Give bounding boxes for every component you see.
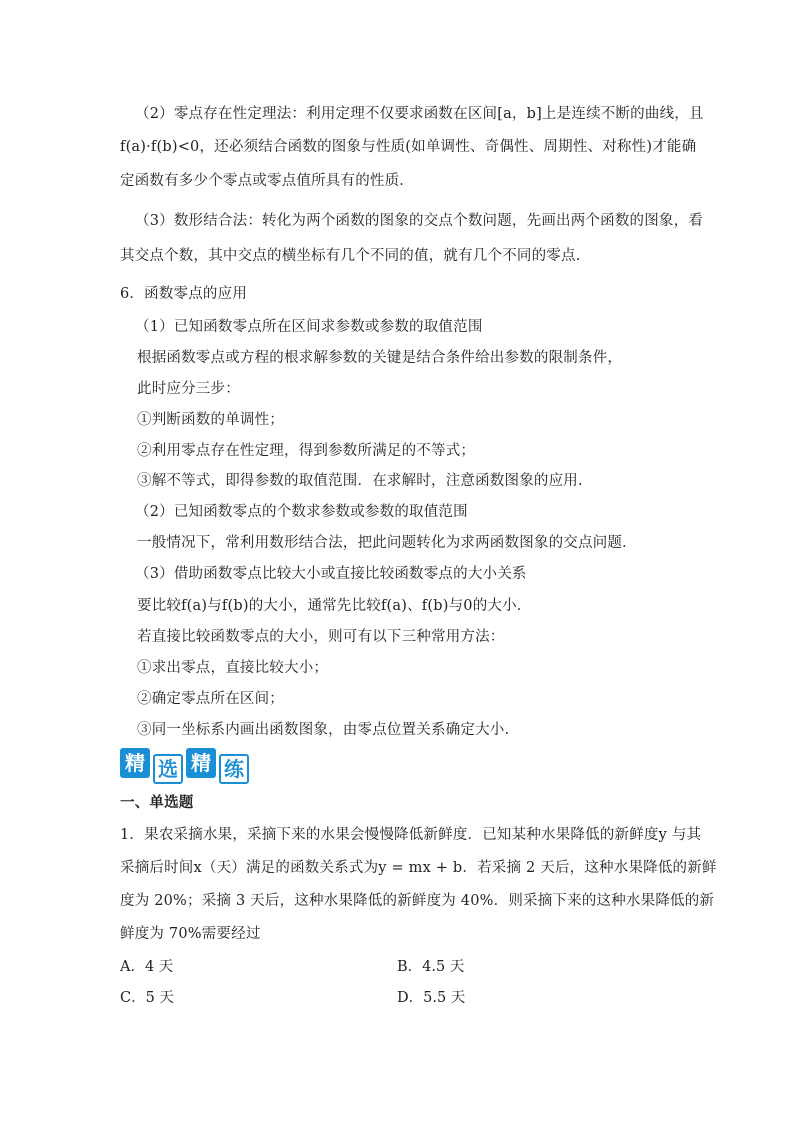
app1-step3: ③解不等式，即得参数的取值范围．在求解时，注意函数图象的应用. [137, 473, 583, 489]
app3-m2: ②确定零点所在区间； [137, 691, 284, 707]
banner-char-3: 精 [186, 748, 216, 778]
q1-line2: 采摘后时间x（天）满足的函数关系式为y = mx + b．若采摘 2 天后，这种水果降低的新鲜 [120, 860, 717, 876]
app1-text2: 此时应分三步： [137, 381, 240, 397]
q1-line4: 鲜度为 70%需要经过 [120, 926, 261, 942]
app3-text2: 若直接比较函数零点的大小，则可有以下三种常用方法： [137, 629, 505, 645]
heading-6: 6．函数零点的应用 [120, 286, 248, 302]
app3-text1: 要比较f(a)与f(b)的大小，通常先比较f(a)、f(b)与0的大小． [137, 598, 532, 614]
app3-m3: ③同一坐标系内画出函数图象，由零点位置关系确定大小. [137, 722, 510, 738]
banner-char-1: 精 [120, 748, 150, 778]
q1-option-b[interactable]: B．4.5 天 [397, 959, 465, 975]
exercise-section-title: 一、单选题 [120, 795, 194, 811]
app2-text1: 一般情况下，常利用数形结合法，把此问题转化为求两函数图象的交点问题． [137, 535, 637, 551]
app1-step2: ②利用零点存在性定理，得到参数所满足的不等式； [137, 443, 476, 459]
method2-line1: （2）零点存在性定理法：利用定理不仅要求函数在区间[a，b]上是连续不断的曲线，且 [135, 106, 704, 122]
q1-option-d[interactable]: D．5.5 天 [397, 990, 466, 1006]
q1-option-a[interactable]: A．4 天 [120, 959, 174, 975]
app3-m1: ①求出零点，直接比较大小； [137, 660, 329, 676]
q1-line1: 1．果农采摘水果，采摘下来的水果会慢慢降低新鲜度．已知某种水果降低的新鲜度y 与其 [120, 827, 702, 843]
method3-line2: 其交点个数，其中交点的横坐标有几个不同的值，就有几个不同的零点. [120, 248, 581, 264]
app2-title: （2）已知函数零点的个数求参数或参数的取值范围 [135, 504, 468, 520]
banner-char-2: 选 [153, 754, 183, 784]
method3-line1: （3）数形结合法：转化为两个函数的图象的交点个数问题，先画出两个函数的图象，看 [135, 213, 704, 229]
app1-text1: 根据函数零点或方程的根求解参数的关键是结合条件给出参数的限制条件， [137, 350, 623, 366]
q1-option-c[interactable]: C．5 天 [120, 990, 174, 1006]
method2-line2: f(a)·f(b)<0，还必须结合函数的图象与性质(如单调性、奇偶性、周期性、对称性)才能确 [120, 139, 697, 155]
app1-step1: ①判断函数的单调性； [137, 412, 284, 428]
app1-title: （1）已知函数零点所在区间求参数或参数的取值范围 [135, 319, 483, 335]
q1-line3: 度为 20%；采摘 3 天后，这种水果降低的新鲜度为 40%．则采摘下来的这种水果降低的新 [120, 893, 715, 909]
banner-char-4: 练 [219, 754, 249, 784]
method2-line3: 定函数有多少个零点或零点值所具有的性质． [120, 173, 414, 189]
app3-title: （3）借助函数零点比较大小或直接比较函数零点的大小关系 [135, 566, 527, 582]
